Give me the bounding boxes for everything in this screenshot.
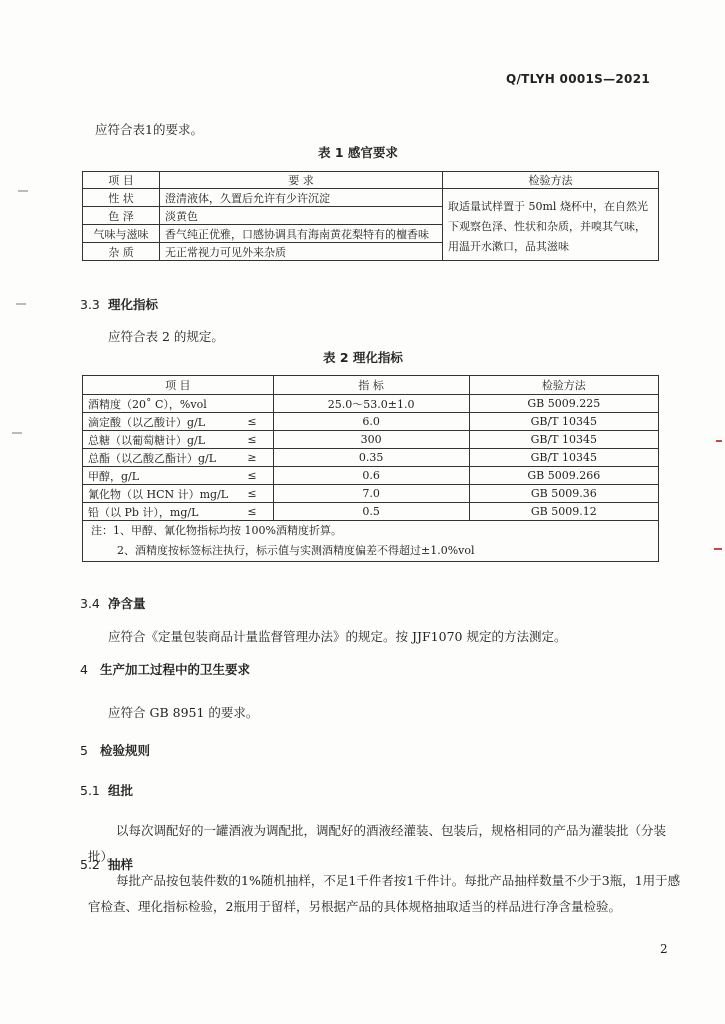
- table-row: [83, 413, 659, 431]
- row-item: 甲醇，g/L: [83, 467, 234, 485]
- row-value: 0.6: [273, 467, 469, 485]
- row-method: GB/T 10345: [469, 449, 658, 467]
- physicochemical-table: [82, 375, 659, 562]
- row-method: GB 5009.12: [469, 503, 658, 521]
- row-item: 色 泽: [83, 207, 160, 225]
- row-symbol: ≤: [233, 485, 273, 503]
- header-method: 检验方法: [469, 376, 658, 395]
- header-method: 检验方法: [443, 172, 659, 189]
- row-method: GB 5009.266: [469, 467, 658, 485]
- row-symbol: ≤: [233, 503, 273, 521]
- section-5-heading: 5 检验规则: [80, 743, 151, 758]
- table1-caption: 表 1 感官要求: [318, 145, 398, 160]
- row-value: 300: [273, 431, 469, 449]
- scan-mark: [716, 440, 722, 442]
- table-header-row: [83, 376, 659, 395]
- row-method: GB 5009.36: [469, 485, 658, 503]
- header-indicator: 指 标: [273, 376, 469, 395]
- scan-mark: [18, 190, 28, 192]
- row-method: GB/T 10345: [469, 413, 658, 431]
- row-item: 总酯（以乙酸乙酯计）g/L: [83, 449, 234, 467]
- row-method: GB 5009.225: [469, 395, 658, 413]
- row-value: 6.0: [273, 413, 469, 431]
- section-4-heading: 4 生产加工过程中的卫生要求: [80, 662, 251, 677]
- table-row: [83, 395, 659, 413]
- table-row: [83, 503, 659, 521]
- row-value: 0.35: [273, 449, 469, 467]
- row-symbol: ≤: [233, 467, 273, 485]
- header-item: 项 目: [83, 172, 160, 189]
- section-3-3-text: 应符合表 2 的规定。: [108, 329, 224, 344]
- table-row: [83, 431, 659, 449]
- row-item: 性 状: [83, 189, 160, 207]
- header-item: 项 目: [83, 376, 274, 395]
- row-value: 0.5: [273, 503, 469, 521]
- sensory-requirements-table: [82, 171, 659, 261]
- section-5-2-text: 每批产品按包装件数的1%随机抽样，不足1千件者按1千件计。每批产品抽样数量不少于3瓶，1用于感官检查、理化指标检验，2瓶用于留样，另根据产品的具体规格抽取适当的样品进行净含量检验。: [88, 873, 681, 914]
- row-item: 氰化物（以 HCN 计）mg/L: [83, 485, 234, 503]
- row-symbol: ≤: [233, 431, 273, 449]
- row-symbol: ≥: [233, 449, 273, 467]
- section-5-1-text: 以每次调配好的一罐酒液为调配批，调配好的酒液经灌装、包装后，规格相同的产品为灌装批（分装批）。: [88, 823, 667, 864]
- section-4-text: 应符合 GB 8951 的要求。: [108, 705, 259, 720]
- scan-mark: [714, 548, 722, 550]
- scan-mark: [16, 303, 26, 305]
- table-row: [83, 485, 659, 503]
- row-item: 铅（以 Pb 计），mg/L: [83, 503, 234, 521]
- row-requirement: 无正常视力可见外来杂质: [160, 243, 443, 261]
- section-3-3-heading: 3.3 理化指标: [80, 297, 159, 312]
- header-requirement: 要 求: [160, 172, 443, 189]
- section-3-4-heading: 3.4 净含量: [80, 596, 146, 611]
- row-method: GB/T 10345: [469, 431, 658, 449]
- row-item: 杂 质: [83, 243, 160, 261]
- row-requirement: 香气纯正优雅，口感协调具有海南黄花梨特有的檀香味: [160, 225, 443, 243]
- row-item: 酒精度（20˚ C），%vol: [83, 395, 274, 413]
- row-item: 滴定酸（以乙酸计）g/L: [83, 413, 234, 431]
- row-requirement: 澄清液体，久置后允许有少许沉淀: [160, 189, 443, 207]
- table2-caption: 表 2 理化指标: [323, 350, 403, 365]
- table-row: [83, 449, 659, 467]
- row-item: 总糖（以葡萄糖计）g/L: [83, 431, 234, 449]
- method-cell: 取适量试样置于 50ml 烧杯中，在自然光下观察色泽、性状和杂质，并嗅其气味，用温开水漱口，品其滋味: [443, 189, 659, 261]
- intro-text: 应符合表1的要求。: [95, 122, 203, 137]
- section-5-1-heading: 5.1 组批: [80, 783, 134, 798]
- scan-mark: [12, 432, 22, 434]
- section-3-4-text: 应符合《定量包装商品计量监督管理办法》的规定。按 JJF1070 规定的方法测定。: [108, 629, 567, 644]
- row-item: 气味与滋味: [83, 225, 160, 243]
- page-number: 2: [660, 942, 668, 956]
- table-row: [83, 189, 659, 207]
- row-value: 25.0～53.0±1.0: [273, 395, 469, 413]
- table-note-2: 2、酒精度按标签标注执行，标示值与实测酒精度偏差不得超过±1.0%vol: [117, 544, 475, 557]
- table-notes: [83, 521, 659, 562]
- table-note-row: [83, 521, 659, 562]
- row-value: 7.0: [273, 485, 469, 503]
- table-header-row: [83, 172, 659, 189]
- section-5-2-heading: 5.2 抽样: [80, 857, 134, 872]
- document-code: Q/TLYH 0001S—2021: [506, 72, 650, 86]
- row-requirement: 淡黄色: [160, 207, 443, 225]
- table-note-1: 注：1、甲醇、氰化物指标均按 100%酒精度折算。: [91, 524, 342, 537]
- row-symbol: ≤: [233, 413, 273, 431]
- table-row: [83, 467, 659, 485]
